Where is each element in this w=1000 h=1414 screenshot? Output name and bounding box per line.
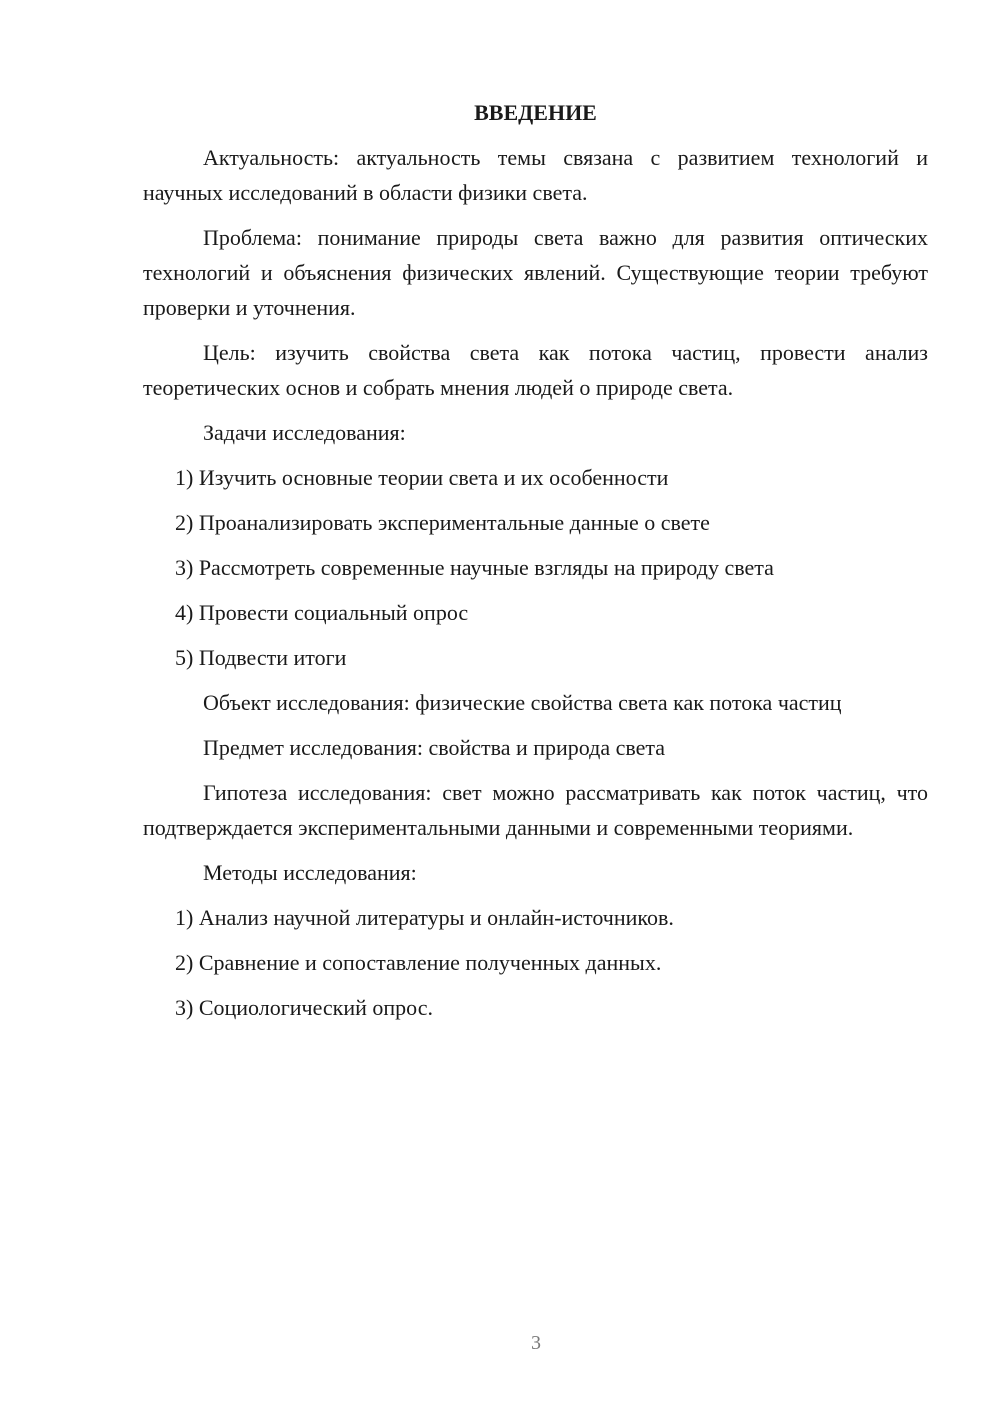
tasks-heading: Задачи исследования: xyxy=(203,420,406,445)
page-number: 3 xyxy=(531,1332,541,1354)
list-item: 2) Проанализировать экспериментальные данные о свете xyxy=(175,510,710,535)
relevance-paragraph: Актуальность: актуальность темы связана с развитием технологий и научных исследований в области физики света. xyxy=(143,145,928,205)
list-item: 2) Сравнение и сопоставление полученных данных. xyxy=(175,950,662,975)
goal-paragraph: Цель: изучить свойства света как потока частиц, провести анализ теоретических основ и собрать мнения людей о природе света. xyxy=(143,340,928,400)
page-title: ВВЕДЕНИЕ xyxy=(474,100,597,125)
list-item: 1) Изучить основные теории света и их особенности xyxy=(175,465,669,490)
methods-heading: Методы исследования: xyxy=(203,860,417,885)
list-item: 3) Рассмотреть современные научные взгляды на природу света xyxy=(175,555,774,580)
list-item: 4) Провести социальный опрос xyxy=(175,600,469,625)
object-paragraph: Объект исследования: физические свойства света как потока частиц xyxy=(203,690,842,715)
problem-paragraph: Проблема: понимание природы света важно для развития оптических технологий и объяснения физических явлений. Существующие теории требуют проверки и уточнения. xyxy=(143,225,928,320)
methods-list xyxy=(143,900,928,1025)
document-page xyxy=(143,95,928,1035)
list-item: 3) Социологический опрос. xyxy=(175,995,433,1020)
hypothesis-paragraph: Гипотеза исследования: свет можно рассматривать как поток частиц, что подтверждается экспериментальными данными и современными теориями. xyxy=(143,780,928,840)
subject-paragraph: Предмет исследования: свойства и природа света xyxy=(203,735,666,760)
tasks-list xyxy=(143,460,928,675)
list-item: 1) Анализ научной литературы и онлайн-источников. xyxy=(175,905,674,930)
list-item: 5) Подвести итоги xyxy=(175,645,347,670)
